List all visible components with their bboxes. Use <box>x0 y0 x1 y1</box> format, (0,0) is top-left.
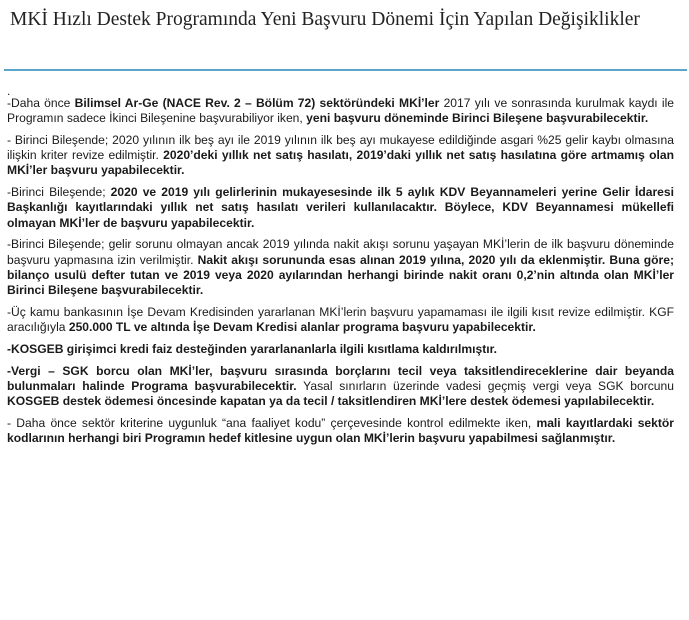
bold-text-segment: mali kayıtlardaki sektör kodlarının herhangi biri Programın hedef kitlesine uygun olan MKİ’lerin başvuru yapabilmesi sağlanmıştır. <box>7 415 674 446</box>
paragraph <box>7 237 674 298</box>
text-segment: - Birinci Bileşende; 2020 yılının ilk beş ayı ile 2019 yılının ilk beş ayı mukayese edildiğinde asgari %25 gelir kaybı olmasına ilişkin kriter revize edilmiştir. <box>7 133 674 163</box>
bold-text-segment: Bilimsel Ar-Ge (NACE Rev. 2 – Bölüm 72) sektöründeki MKİ’ler <box>74 96 440 110</box>
text-segment: - Daha önce sektör kriterine uygunluk “ana faaliyet kodu” çerçevesinde kontrol edilmekte iken, <box>7 415 537 430</box>
bold-text-segment: KOSGEB destek ödemesi öncesinde kapatan ya da tecil / taksitlendiren MKİ’lere destek ödemesi yapılabilecektir. <box>7 394 655 409</box>
paragraph <box>7 185 674 231</box>
paragraph <box>7 305 674 335</box>
bold-text-segment: -Vergi – SGK borcu olan MKİ’ler, başvuru sırasında borçlarını tecil veya taksitlendireceklerine dair beyanda bulunmaları halinde Programa başvurabilecektir. <box>7 363 674 393</box>
document-title: MKİ Hızlı Destek Programında Yeni Başvuru Dönemi İçin Yapılan Değişiklikler <box>10 9 640 30</box>
paragraph-list <box>7 96 674 446</box>
text-segment: 2017 yılı ve sonrasında kurulmak kaydı ile Programın sadece İkinci Bileşenine başvurabiliyor iken, <box>7 96 674 126</box>
paragraph <box>7 133 674 179</box>
text-segment: -Birinci Bileşende; gelir sorunu olmayan ancak 2019 yılında nakit akışı sorunu yaşayan MKİ’lerin de ilk başvuru döneminde başvuru yapmasına izin verilmiştir. <box>7 237 674 267</box>
text-segment: Yasal sınırların üzerinde vadesi geçmiş vergi veya SGK borcunu <box>296 378 674 393</box>
document-body <box>7 86 674 453</box>
text-segment: -Üç kamu bankasının İşe Devam Kredisinden yararlanan MKİ’lerin başvuru yapamaması ile ilgili kısıt revize edilmiştir. KGF aracılığıyla <box>7 304 674 335</box>
bold-text-segment: 2020 ve 2019 yılı gelirlerinin mukayesesinde ilk 5 aylık KDV Beyannameleri yerine Gelir İdaresi Başkanlığı kayıtlarındaki yıllık net satış hasılatı verileri kullanılacaktır. Böylece, KDV Beyannamesi mükellefi olmayan MKİ’ler de başvuru yapabilecektir. <box>7 185 674 230</box>
bold-text-segment: 250.000 TL ve altında İşe Devam Kredisi alanlar programa başvuru yapabilecektir. <box>68 320 536 335</box>
bold-text-segment: -KOSGEB girişimci kredi faiz desteğinden yararlananlarla ilgili kısıtlama kaldırılmıştır. <box>7 341 497 356</box>
title-divider <box>4 69 687 71</box>
paragraph <box>7 364 674 410</box>
text-segment: -Birinci Bileşende; <box>7 185 111 200</box>
bold-text-segment: 2020’deki yıllık net satış hasılatı, 2019’daki yıllık net satış hasılatına göre artmamış olan MKİ’ler başvuru yapabilecektir. <box>7 148 675 178</box>
bold-text-segment: Nakit akışı sorununda esas alınan 2019 yılına, 2020 yılı da eklenmiştir. Buna göre; bilanço usulü defter tutan ve 2019 veya 2020 ayılarından herhangi birinde nakit oranı 0,2’nin altında olan MKİ’ler Birinci Bileşene başvurabilecektir. <box>7 252 674 298</box>
bold-text-segment: yeni başvuru döneminde Birinci Bileşene başvurabilecektir. <box>306 111 649 126</box>
paragraph <box>7 416 674 446</box>
leading-mark: . <box>7 84 11 98</box>
text-segment: -Daha önce <box>7 96 75 110</box>
paragraph <box>7 96 674 126</box>
paragraph <box>7 342 674 357</box>
